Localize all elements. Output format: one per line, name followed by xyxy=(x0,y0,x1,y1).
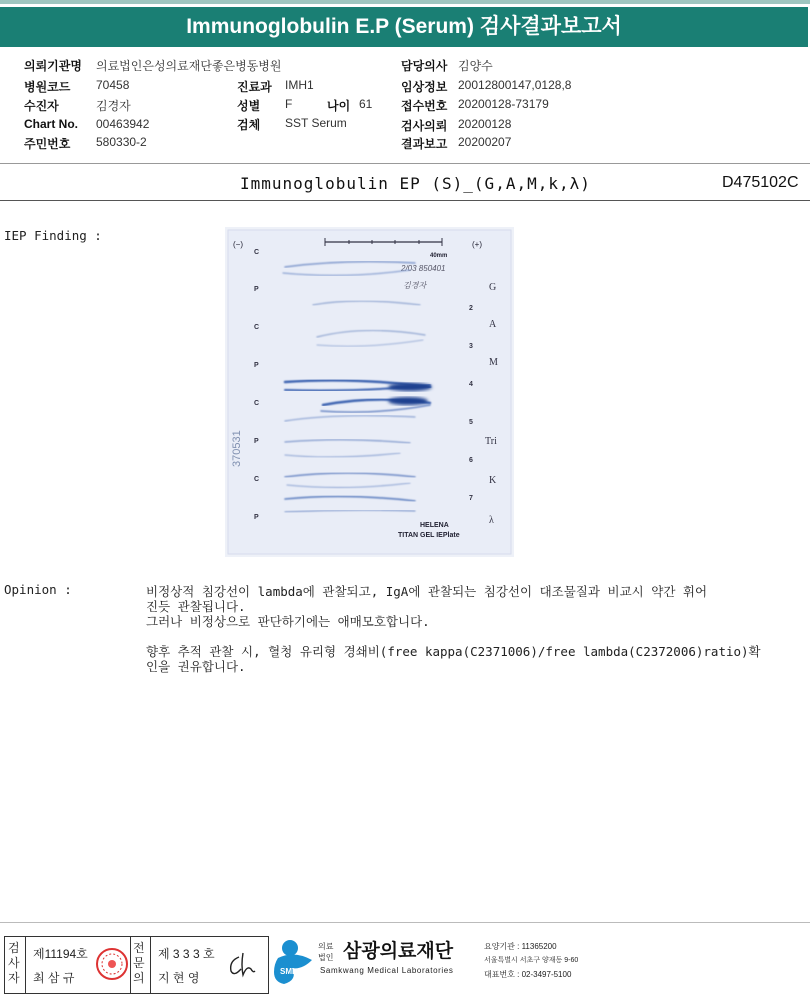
logo-text: SML xyxy=(280,967,297,976)
trough-number: 6 xyxy=(469,457,473,464)
tester-label: 검사자 xyxy=(8,941,20,985)
sex-value: F xyxy=(285,97,293,111)
iep-gel-image xyxy=(225,227,514,557)
clinical-value: 20012800147,0128,8 xyxy=(458,78,572,92)
lane-letter: C xyxy=(254,249,260,256)
doctor-value: 김양수 xyxy=(458,59,493,73)
lane-letter: C xyxy=(254,476,260,483)
antiserum-label: G xyxy=(489,282,497,293)
trough-number: 3 xyxy=(469,343,473,350)
reviewer-license: 제 3 3 3 호 xyxy=(158,947,215,961)
signature-icon xyxy=(225,949,263,981)
receipt-value: 20200128-73179 xyxy=(458,97,549,111)
opinion-text: 그러나 비정상으로 판단하기에는 애매모호합니다. xyxy=(146,614,430,629)
antiserum-label: M xyxy=(489,357,498,368)
lane-letter: C xyxy=(254,324,260,331)
specimen-value: SST Serum xyxy=(285,116,347,130)
footer-divider xyxy=(0,922,810,923)
top-accent-line xyxy=(0,0,810,4)
gel-brand: HELENA xyxy=(420,522,449,529)
specimen-label: 검체 xyxy=(237,118,261,132)
lane-letter: P xyxy=(254,362,259,369)
tester-cell xyxy=(25,937,131,993)
scale-label: 40mm xyxy=(430,253,448,259)
hospital-value: 의료법인은성의료재단좋은병동병원 xyxy=(96,59,282,73)
tester-label-cell xyxy=(5,937,26,993)
trough-number: 2 xyxy=(469,305,473,312)
org-address: 서울특별시 서초구 양재동 9-60 xyxy=(484,957,579,964)
handwritten-name: 김경자 xyxy=(403,281,427,290)
antiserum-label: λ xyxy=(489,515,494,526)
monoclonal-band xyxy=(388,397,428,405)
reviewer-name: 지 현 영 xyxy=(158,971,200,985)
code-label: 병원코드 xyxy=(24,80,71,94)
request-value: 20200128 xyxy=(458,117,512,131)
name-label: 수진자 xyxy=(24,99,59,113)
org-prefix: 의료 xyxy=(318,942,334,951)
opinion-text: 진듯 관찰됩니다. xyxy=(146,599,246,614)
reviewer-label-cell xyxy=(130,937,151,993)
antiserum-label: Tri xyxy=(485,436,497,447)
result-label: 결과보고 xyxy=(401,137,448,151)
doctor-label: 담당의사 xyxy=(401,59,448,73)
lane-letter: P xyxy=(254,438,259,445)
test-code: D475102C xyxy=(722,174,799,191)
result-value: 20200207 xyxy=(458,135,512,149)
divider xyxy=(0,163,810,164)
divider xyxy=(0,200,810,201)
report-title: Immunoglobulin E.P (Serum) 검사결과보고서 xyxy=(0,7,808,47)
lane-letter: P xyxy=(254,514,259,521)
handwritten-id: 2/03 850401 xyxy=(401,264,446,273)
gel-brand-sub: TITAN GEL IEPlate xyxy=(398,532,460,539)
hospital-label: 의뢰기관명 xyxy=(24,59,82,73)
reviewer-label: 전문의 xyxy=(133,941,145,985)
rrn-value: 580330-2 xyxy=(96,135,147,149)
age-label: 나이 xyxy=(327,99,351,113)
seal-icon xyxy=(95,947,129,981)
reviewer-cell xyxy=(150,937,267,993)
sml-logo-icon xyxy=(272,936,316,986)
dept-label: 진료과 xyxy=(237,80,272,94)
antiserum-label: K xyxy=(489,475,497,486)
org-phone: 대표번호 : 02-3497-5100 xyxy=(484,970,572,979)
dept-value: IMH1 xyxy=(285,78,314,92)
lane-letter: P xyxy=(254,286,259,293)
chart-label: Chart No. xyxy=(24,117,78,131)
plus-label: (+) xyxy=(472,240,482,249)
trough-number: 5 xyxy=(469,419,473,426)
trough-number: 7 xyxy=(469,495,473,502)
tester-license: 제11194호 xyxy=(33,947,88,961)
name-value: 김경자 xyxy=(96,99,131,113)
opinion-text: 향후 추적 관찰 시, 혈청 유리형 경쇄비(free kappa(C2371006)/free lambda(C2372006)ratio)확 xyxy=(146,644,761,659)
opinion-text: 비정상적 침강선이 lambda에 관찰되고, IgA에 관찰되는 침강선이 대조물질과 비교시 약간 휘어 xyxy=(146,584,708,599)
side-code: 370531 xyxy=(231,430,243,467)
clinical-label: 임상정보 xyxy=(401,80,448,94)
org-prefix: 법인 xyxy=(318,953,334,962)
iep-finding-label: IEP Finding : xyxy=(4,228,102,243)
org-name: 삼광의료재단 xyxy=(343,941,454,962)
receipt-label: 접수번호 xyxy=(401,99,448,113)
opinion-label: Opinion : xyxy=(4,582,72,597)
antiserum-label: A xyxy=(489,319,497,330)
trough-number: 4 xyxy=(469,381,473,388)
request-label: 검사의뢰 xyxy=(401,119,448,133)
org-english-name: Samkwang Medical Laboratories xyxy=(320,966,454,975)
age-value: 61 xyxy=(359,97,373,111)
rrn-label: 주민번호 xyxy=(24,137,71,151)
test-name: Immunoglobulin EP (S)_(G,A,M,k,λ) xyxy=(240,174,591,193)
monoclonal-band xyxy=(388,383,432,391)
code-value: 70458 xyxy=(96,78,130,92)
sex-label: 성별 xyxy=(237,99,261,113)
tester-name: 최 삼 규 xyxy=(33,971,75,985)
opinion-text: 인을 권유합니다. xyxy=(146,659,246,674)
org-code: 요양기관 : 11365200 xyxy=(484,942,557,951)
lane-letter: C xyxy=(254,400,260,407)
signature-box xyxy=(4,936,269,994)
chart-value: 00463942 xyxy=(96,117,150,131)
minus-label: (−) xyxy=(233,240,243,249)
